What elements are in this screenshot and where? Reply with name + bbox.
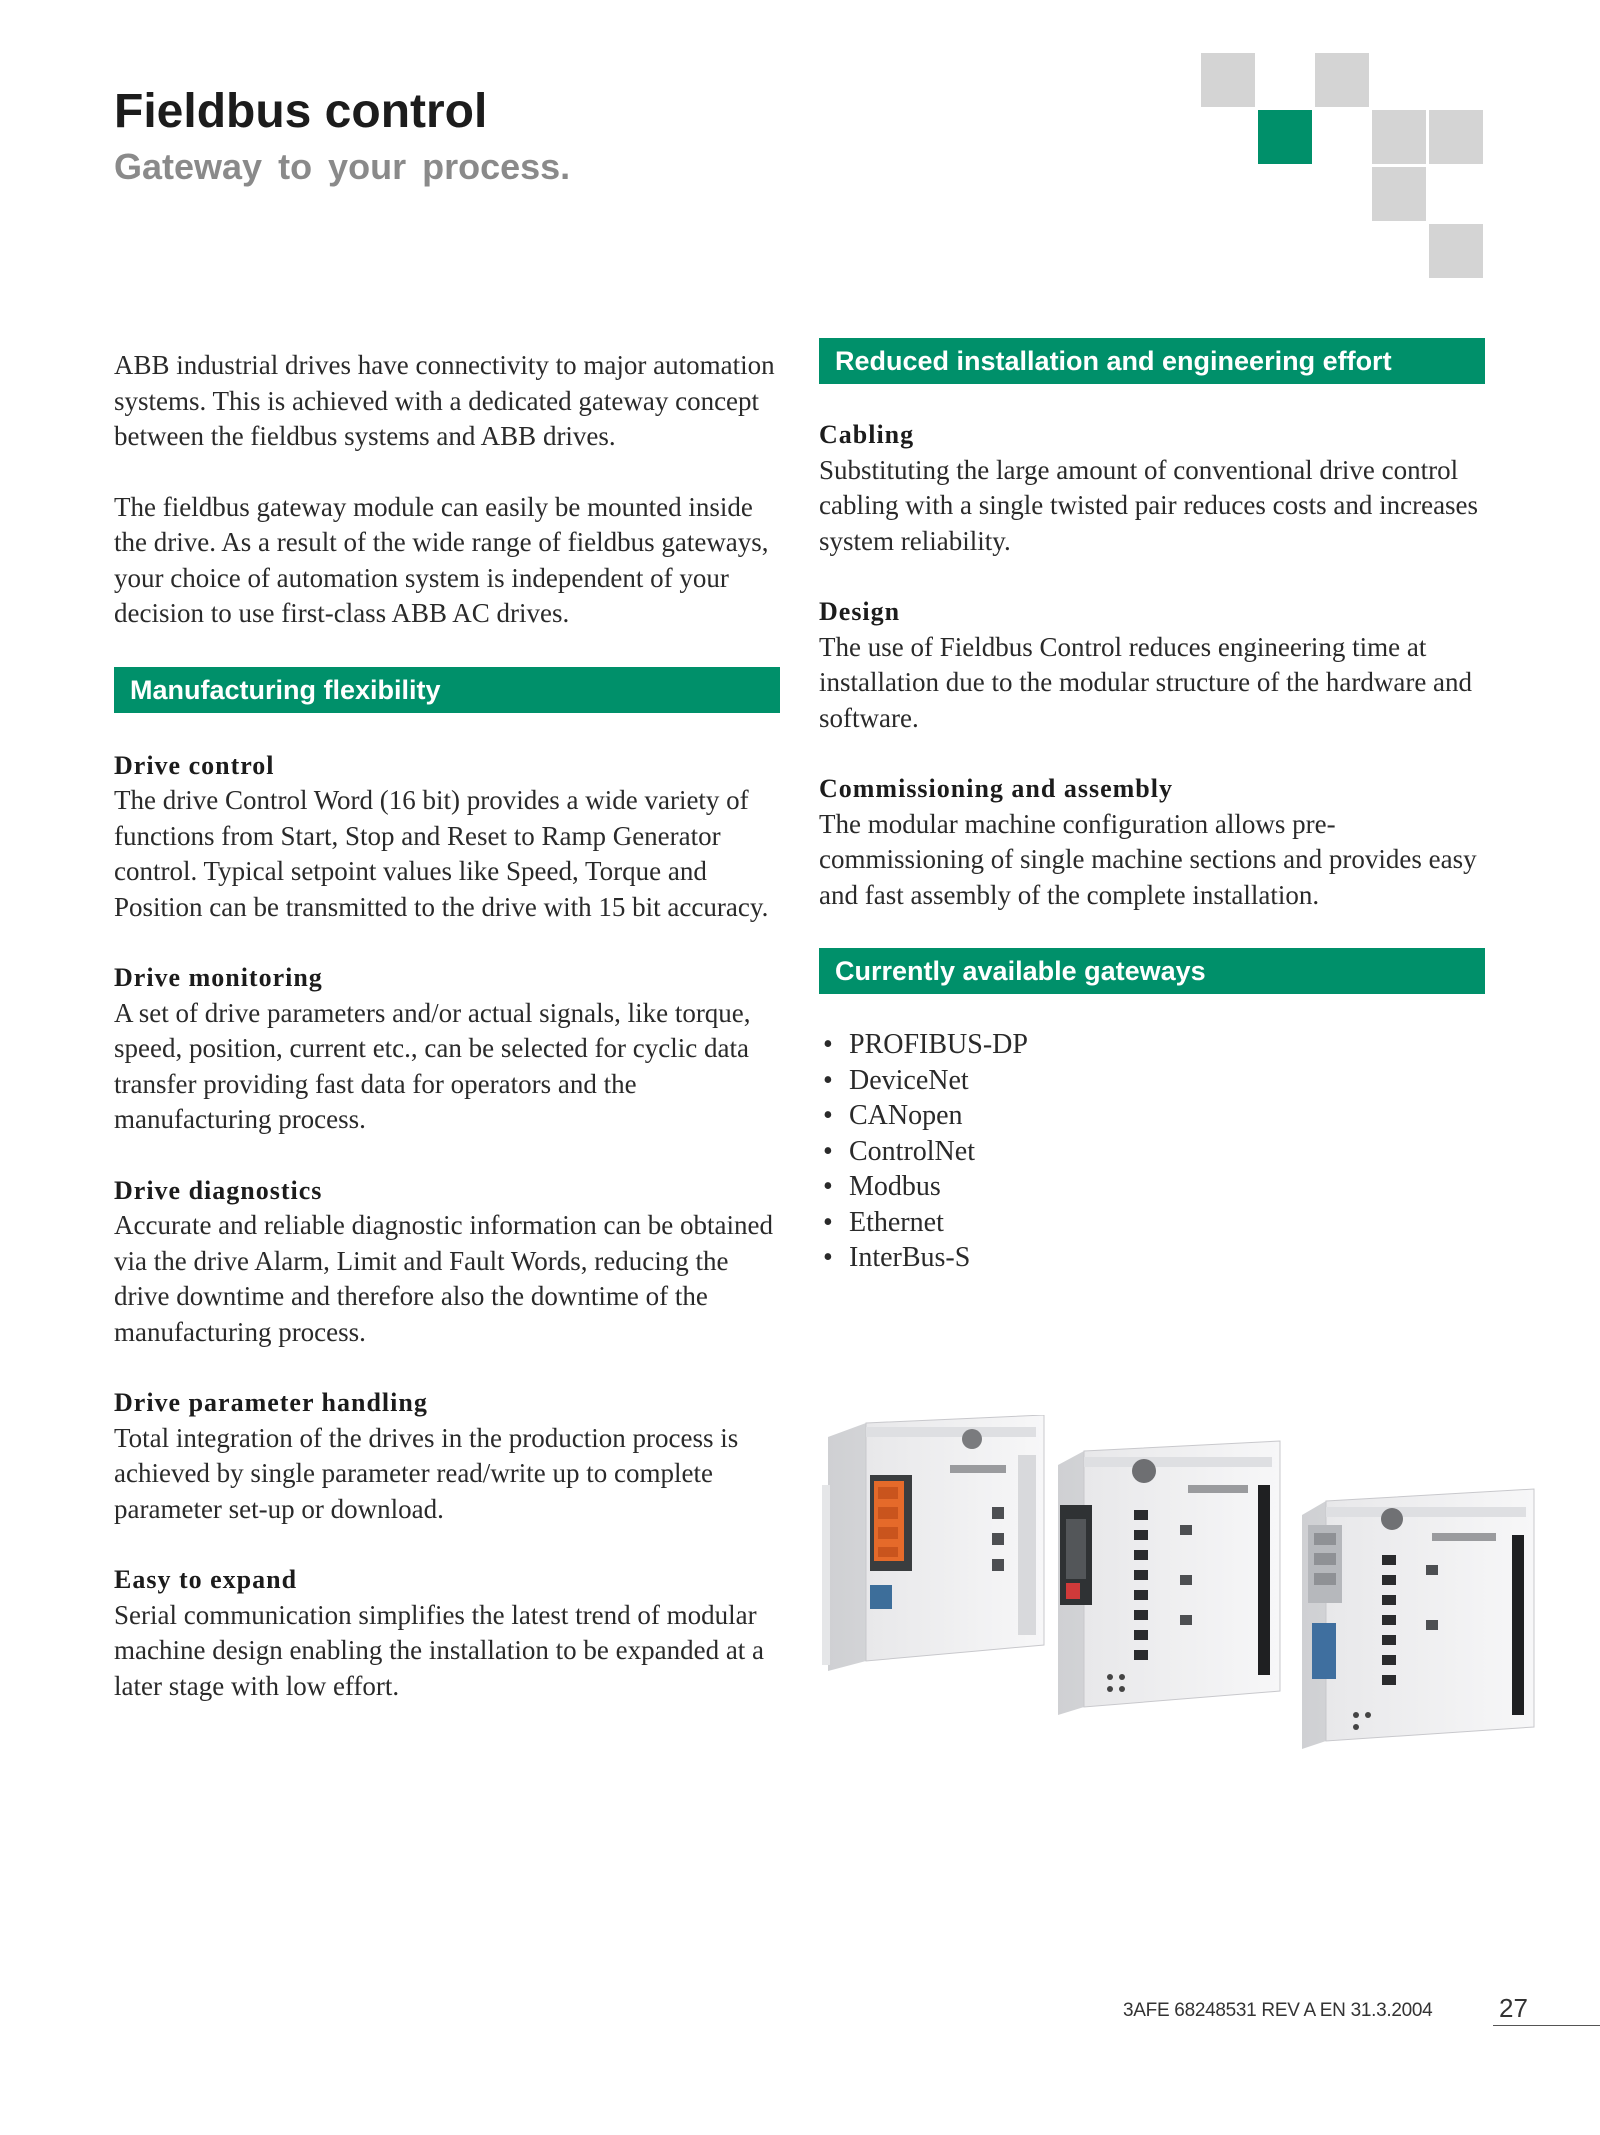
feature-text: The use of Fieldbus Control reduces engineering time at installation due to the modular structure of the hardware and software. [819, 631, 1473, 733]
intro-paragraph: ABB industrial drives have connectivity to major automation systems. This is achieved with a dedicated gateway concept between the fieldbus systems and ABB drives. [114, 350, 775, 451]
right-column [819, 338, 1489, 1276]
left-column [114, 348, 784, 1739]
feature-title: Drive control [114, 750, 275, 780]
module-3 [1302, 1489, 1534, 1749]
feature-title: Commissioning and assembly [819, 774, 1173, 803]
module-2 [1058, 1441, 1280, 1715]
list-item: • ControlNet [819, 1134, 1489, 1170]
feature-item [114, 1562, 784, 1704]
feature-text: Total integration of the drives in the production process is achieved by single parameter read/write up to complete parameter set-up or download. [114, 1422, 739, 1524]
feature-item [819, 417, 1489, 559]
list-item: • DeviceNet [819, 1063, 1489, 1099]
list-item: • Ethernet [819, 1205, 1489, 1241]
section-band-manufacturing: Manufacturing flexibility [114, 667, 780, 713]
page-number: 27 [1499, 1993, 1528, 2023]
feature-item [819, 771, 1489, 913]
deco-square-green [1258, 110, 1312, 164]
gateway-list [819, 1027, 1489, 1276]
feature-title: Design [819, 597, 901, 626]
fieldbus-modules-photo [822, 1415, 1542, 1835]
page-title: Fieldbus control [114, 85, 488, 138]
feature-title: Easy to expand [114, 1565, 298, 1594]
feature-title: Drive monitoring [114, 963, 323, 992]
document-code: 3AFE 68248531 REV A EN 31.3.2004 [1123, 2000, 1433, 2021]
list-item: • Modbus [819, 1169, 1489, 1205]
list-item: • CANopen [819, 1098, 1489, 1134]
feature-text: Accurate and reliable diagnostic information can be obtained via the drive Alarm, Limit and Fault Words, reducing the drive downtime and therefore also the downtime of the manufacturing process. [114, 1210, 773, 1347]
deco-square [1372, 167, 1426, 221]
module-1 [822, 1415, 1044, 1671]
list-item: • InterBus-S [819, 1240, 1489, 1276]
feature-text: A set of drive parameters and/or actual signals, like torque, speed, position, current etc., can be selected for cyclic data transfer providing fast data for operators and the manufacturing process. [114, 997, 751, 1134]
feature-title: Drive parameter handling [114, 1388, 428, 1417]
section-band-installation: Reduced installation and engineering effort [819, 338, 1485, 384]
feature-text: The modular machine configuration allows pre-commissioning of single machine sections and provides easy and fast assembly of the complete installation. [819, 808, 1477, 910]
feature-text: Substituting the large amount of conventional drive control cabling with a single twisted pair reduces costs and increases system reliability. [819, 454, 1479, 556]
feature-item [114, 1173, 784, 1351]
feature-item [819, 594, 1489, 736]
feature-item [114, 960, 784, 1138]
deco-square [1429, 110, 1483, 164]
feature-item [114, 748, 784, 926]
list-item: • PROFIBUS-DP [819, 1027, 1489, 1063]
feature-text: Serial communication simplifies the latest trend of modular machine design enabling the installation to be expanded at a later stage with low effort. [114, 1599, 765, 1701]
feature-title: Drive diagnostics [114, 1175, 323, 1205]
footer-rule [1493, 2025, 1600, 2026]
feature-title: Cabling [819, 420, 915, 449]
page-subtitle: Gateway to your process. [114, 146, 571, 187]
intro-paragraph: The fieldbus gateway module can easily be mounted inside the drive. As a result of the wide range of fieldbus gateways, your choice of automation system is independent of your decision to use first-class ABB AC drives. [114, 491, 769, 628]
feature-text: The drive Control Word (16 bit) provides a wide variety of functions from Start, Stop and Reset to Ramp Generator control. Typical setpoint values like Speed, Torque and Position can be transmitted to the drive with 15 bit accuracy. [114, 785, 769, 922]
deco-square [1372, 110, 1426, 164]
deco-square [1315, 53, 1369, 107]
deco-square [1201, 53, 1255, 107]
deco-square [1429, 224, 1483, 278]
section-band-gateways: Currently available gateways [819, 948, 1485, 994]
feature-item [114, 1385, 784, 1527]
